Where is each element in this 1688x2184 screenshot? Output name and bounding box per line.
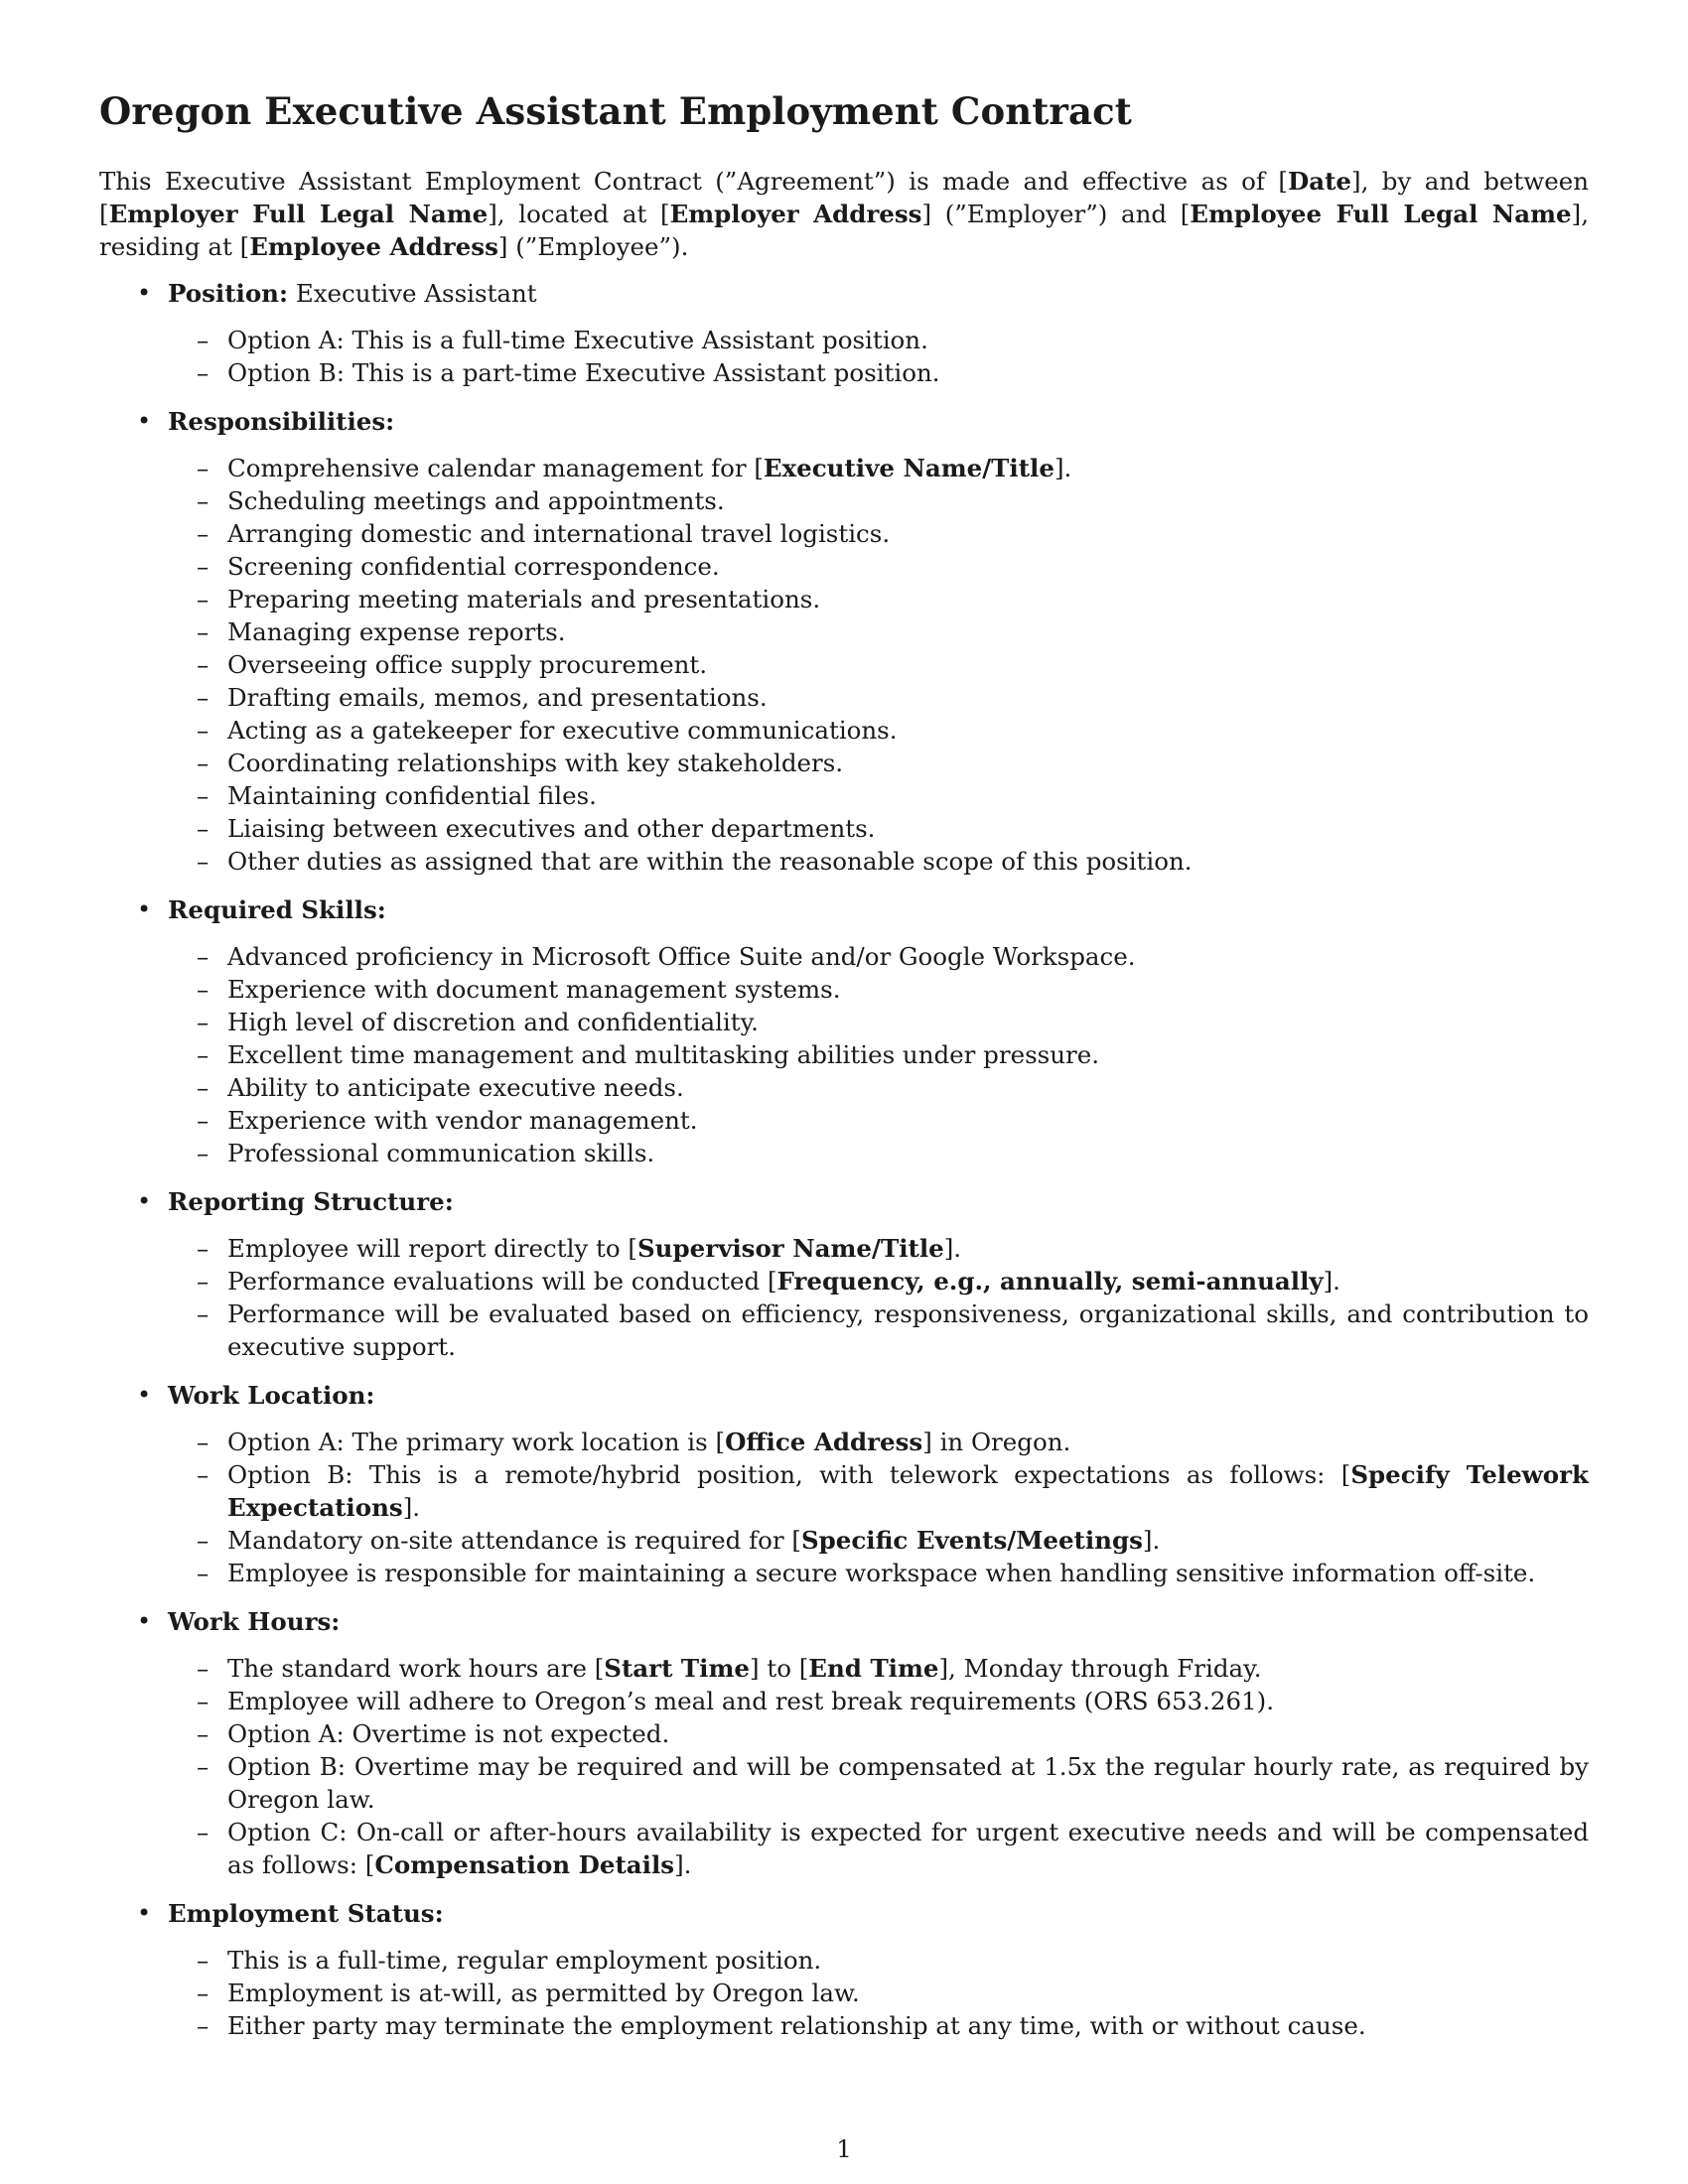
list-item — [168, 940, 1589, 973]
list-item-text: ]. — [1142, 1526, 1161, 1555]
dash-icon: – — [197, 1139, 210, 1167]
list-item-text: ] in Oregon. — [922, 1428, 1071, 1456]
dash-icon: – — [197, 1818, 210, 1846]
list-item — [168, 1038, 1589, 1071]
section-label: Reporting Structure: — [168, 1187, 454, 1216]
placeholder-employer-name: Employer Full Legal Name — [108, 200, 489, 228]
contract-sections — [99, 277, 1589, 2042]
list-item-text: Scheduling meetings and appointments. — [227, 486, 725, 515]
list-item — [168, 517, 1589, 550]
list-item-text: Managing expense reports. — [227, 617, 566, 646]
placeholder-executive: Executive Name/Title — [763, 454, 1055, 482]
intro-paragraph — [99, 165, 1589, 263]
intro-text: This Executive Assistant Employment Contract (”Agreement”) is made and effective as of [ — [99, 167, 1288, 196]
list-item — [168, 779, 1589, 812]
section-work-hours — [99, 1605, 1589, 1881]
list-item-text: Ability to anticipate executive needs. — [227, 1073, 684, 1102]
dash-icon: – — [197, 1267, 210, 1296]
list-item-text: Coordinating relationships with key stakeholders. — [227, 749, 844, 777]
placeholder-employee-name: Employee Full Legal Name — [1190, 200, 1572, 228]
list-item-text: Drafting emails, memos, and presentations. — [227, 683, 768, 712]
list-item — [168, 583, 1589, 615]
list-item-text: ] to [ — [750, 1654, 809, 1683]
list-item-text: ]. — [674, 1850, 692, 1879]
placeholder-compensation: Compensation Details — [374, 1850, 675, 1879]
list-item — [168, 1297, 1589, 1363]
intro-text: ], by and between [ — [99, 167, 1589, 228]
dash-icon: – — [197, 1654, 210, 1683]
list-item-text: Option A: The primary work location is [ — [227, 1428, 726, 1456]
dash-icon: – — [197, 552, 210, 581]
bullet-icon: • — [137, 895, 152, 923]
dash-icon: – — [197, 1106, 210, 1135]
list-item-text: High level of discretion and confidentiality. — [227, 1008, 759, 1036]
bullet-icon: • — [137, 1187, 152, 1215]
sub-list — [168, 1944, 1589, 2042]
dash-icon: – — [197, 847, 210, 876]
list-item-text: ]. — [402, 1493, 421, 1522]
placeholder-end-time: End Time — [808, 1654, 939, 1683]
bullet-icon: • — [137, 1899, 152, 1927]
list-item — [168, 1557, 1589, 1589]
list-item-text: Employee is responsible for maintaining a secure workspace when handling sensitive information off-site. — [227, 1559, 1536, 1587]
dash-icon: – — [197, 1946, 210, 1975]
section-responsibilities — [99, 405, 1589, 878]
list-item-text: Option C: On-call or after-hours availability is expected for urgent executive needs and will be compensated as follows: [ — [227, 1818, 1589, 1879]
sub-list — [168, 1426, 1589, 1589]
dash-icon: – — [197, 814, 210, 843]
intro-text: ], located at [ — [488, 200, 670, 228]
placeholder-office-address: Office Address — [725, 1428, 923, 1456]
list-item — [168, 1458, 1589, 1524]
bullet-icon: • — [137, 279, 152, 307]
list-item-text: Mandatory on-site attendance is required for [ — [227, 1526, 801, 1555]
list-item-text: Either party may terminate the employment relationship at any time, with or without cause. — [227, 2011, 1366, 2040]
list-item-text: Option A: This is a full-time Executive Assistant position. — [227, 326, 928, 354]
sub-list — [168, 452, 1589, 878]
list-item — [168, 1071, 1589, 1104]
page-number: 1 — [836, 2134, 852, 2163]
placeholder-frequency: Frequency, e.g., annually, semi-annually — [776, 1267, 1324, 1296]
list-item — [168, 1652, 1589, 1685]
dash-icon: – — [197, 1559, 210, 1587]
section-employment-status — [99, 1897, 1589, 2042]
list-item-text: Maintaining confidential files. — [227, 781, 597, 810]
list-item-text: Option A: Overtime is not expected. — [227, 1719, 670, 1748]
dash-icon: – — [197, 1299, 210, 1328]
dash-icon: – — [197, 749, 210, 777]
list-item — [168, 1977, 1589, 2009]
placeholder-supervisor: Supervisor Name/Title — [636, 1234, 944, 1263]
list-item-text: Preparing meeting materials and presentations. — [227, 585, 821, 614]
list-item — [168, 747, 1589, 779]
sub-list — [168, 1652, 1589, 1881]
list-item — [168, 324, 1589, 356]
dash-icon: – — [197, 1040, 210, 1069]
placeholder-date: Date — [1287, 167, 1352, 196]
dash-icon: – — [197, 1979, 210, 2007]
list-item — [168, 1944, 1589, 1977]
list-item — [168, 1232, 1589, 1265]
list-item — [168, 648, 1589, 681]
list-item — [168, 2009, 1589, 2042]
document-page — [99, 87, 1589, 2058]
intro-text: ] (”Employer”) and [ — [921, 200, 1191, 228]
list-item — [168, 356, 1589, 389]
list-item-text: Advanced proficiency in Microsoft Office Suite and/or Google Workspace. — [227, 942, 1136, 971]
dash-icon: – — [197, 519, 210, 548]
list-item — [168, 1816, 1589, 1881]
sub-list — [168, 1232, 1589, 1363]
list-item-text: Comprehensive calendar management for [ — [227, 454, 764, 482]
section-heading — [168, 893, 1589, 926]
list-item-text: Liaising between executives and other departments. — [227, 814, 876, 843]
list-item — [168, 452, 1589, 484]
list-item-text: Option B: This is a remote/hybrid position, with telework expectations as follows: [ — [227, 1460, 1351, 1489]
list-item-text: Excellent time management and multitasking abilities under pressure. — [227, 1040, 1099, 1069]
bullet-icon: • — [137, 1607, 152, 1635]
list-item — [168, 1006, 1589, 1038]
section-heading — [168, 1897, 1589, 1930]
section-label: Responsibilities: — [168, 407, 395, 436]
list-item — [168, 845, 1589, 878]
dash-icon: – — [197, 650, 210, 679]
dash-icon: – — [197, 326, 210, 354]
list-item-text: Employee will adhere to Oregon’s meal and rest break requirements (ORS 653.261). — [227, 1687, 1275, 1715]
list-item-text: Option B: Overtime may be required and will be compensated at 1.5x the regular hourly rate, as required by Oregon law. — [227, 1752, 1589, 1814]
list-item-text: ]. — [943, 1234, 962, 1263]
list-item — [168, 1685, 1589, 1717]
section-label: Employment Status: — [168, 1899, 444, 1928]
list-item-text: Experience with vendor management. — [227, 1106, 698, 1135]
dash-icon: – — [197, 716, 210, 745]
dash-icon: – — [197, 1752, 210, 1781]
placeholder-employer-address: Employer Address — [669, 200, 922, 228]
dash-icon: – — [197, 1719, 210, 1748]
section-value: Executive Assistant — [288, 279, 537, 308]
bullet-icon: • — [137, 407, 152, 435]
list-item — [168, 1265, 1589, 1297]
list-item — [168, 1750, 1589, 1816]
dash-icon: – — [197, 781, 210, 810]
list-item-text: Employee will report directly to [ — [227, 1234, 637, 1263]
list-item — [168, 1137, 1589, 1169]
dash-icon: – — [197, 942, 210, 971]
dash-icon: – — [197, 2011, 210, 2040]
list-item — [168, 484, 1589, 517]
section-heading — [168, 405, 1589, 438]
list-item — [168, 1717, 1589, 1750]
section-label: Required Skills: — [168, 895, 386, 924]
list-item — [168, 812, 1589, 845]
dash-icon: – — [197, 1234, 210, 1263]
list-item-text: Acting as a gatekeeper for executive communications. — [227, 716, 898, 745]
list-item-text: ], Monday through Friday. — [938, 1654, 1262, 1683]
list-item-text: The standard work hours are [ — [227, 1654, 605, 1683]
dash-icon: – — [197, 617, 210, 646]
section-heading — [168, 1185, 1589, 1218]
placeholder-telework: Specify Telework Expectations — [227, 1460, 1589, 1522]
placeholder-events: Specific Events/Meetings — [800, 1526, 1143, 1555]
intro-text: ], residing at [ — [99, 200, 1589, 261]
list-item-text: This is a full-time, regular employment position. — [227, 1946, 822, 1975]
section-heading — [168, 1379, 1589, 1412]
placeholder-start-time: Start Time — [604, 1654, 750, 1683]
sub-list — [168, 940, 1589, 1169]
section-heading — [168, 1605, 1589, 1638]
list-item — [168, 550, 1589, 583]
list-item-text: Arranging domestic and international travel logistics. — [227, 519, 891, 548]
list-item — [168, 681, 1589, 714]
dash-icon: – — [197, 1428, 210, 1456]
dash-icon: – — [197, 1687, 210, 1715]
section-label: Position: — [168, 279, 289, 308]
dash-icon: – — [197, 585, 210, 614]
list-item-text: ]. — [1323, 1267, 1340, 1296]
list-item — [168, 714, 1589, 747]
section-position — [99, 277, 1589, 389]
list-item-text: Screening confidential correspondence. — [227, 552, 720, 581]
document-title: Oregon Executive Assistant Employment Contract — [99, 89, 1132, 133]
dash-icon: – — [197, 1008, 210, 1036]
list-item — [168, 1426, 1589, 1458]
dash-icon: – — [197, 358, 210, 387]
dash-icon: – — [197, 975, 210, 1004]
list-item-text: Other duties as assigned that are within the reasonable scope of this position. — [227, 847, 1193, 876]
list-item — [168, 973, 1589, 1006]
list-item — [168, 1524, 1589, 1557]
list-item — [168, 615, 1589, 648]
intro-text: ] (”Employee”). — [497, 232, 689, 261]
list-item-text: Employment is at-will, as permitted by Oregon law. — [227, 1979, 860, 2007]
list-item-text: Performance evaluations will be conducted [ — [227, 1267, 777, 1296]
section-required-skills — [99, 893, 1589, 1169]
dash-icon: – — [197, 454, 210, 482]
list-item-text: Experience with document management systems. — [227, 975, 841, 1004]
section-heading — [168, 277, 1589, 310]
list-item-text: Option B: This is a part-time Executive Assistant position. — [227, 358, 940, 387]
section-reporting-structure — [99, 1185, 1589, 1363]
dash-icon: – — [197, 1460, 210, 1489]
list-item-text: ]. — [1054, 454, 1072, 482]
list-item — [168, 1104, 1589, 1137]
sub-list — [168, 324, 1589, 389]
dash-icon: – — [197, 1073, 210, 1102]
list-item-text: Overseeing office supply procurement. — [227, 650, 707, 679]
dash-icon: – — [197, 683, 210, 712]
placeholder-employee-address: Employee Address — [249, 232, 498, 261]
section-work-location — [99, 1379, 1589, 1589]
bullet-icon: • — [137, 1381, 152, 1409]
dash-icon: – — [197, 486, 210, 515]
dash-icon: – — [197, 1526, 210, 1555]
section-label: Work Hours: — [168, 1607, 341, 1636]
section-label: Work Location: — [168, 1381, 375, 1410]
list-item-text: Performance will be evaluated based on efficiency, responsiveness, organizational skills, and contribution to executive support. — [227, 1299, 1589, 1361]
list-item-text: Professional communication skills. — [227, 1139, 655, 1167]
